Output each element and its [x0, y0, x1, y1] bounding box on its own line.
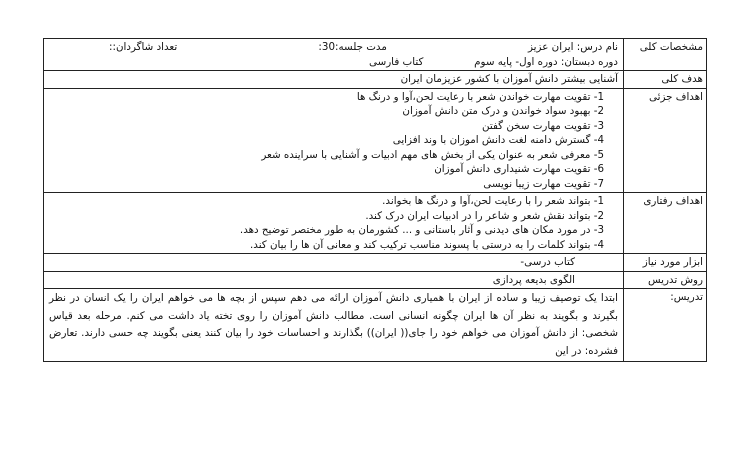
- table-row-tools: [44, 254, 707, 272]
- overview-line-1: [49, 40, 618, 55]
- general-goal-label: هدف کلی: [624, 71, 707, 89]
- partial-goal-item: 1- تقویت مهارت خواندن شعر با رعایت لحن،آوا و درنگ ها: [356, 90, 604, 103]
- behavioral-goals-cell: [44, 193, 624, 254]
- table-row-partial-goals: [44, 88, 707, 193]
- lesson-plan-table: [43, 38, 707, 362]
- tools-label: ابزار مورد نیاز: [624, 254, 707, 272]
- table-row-method: [44, 271, 707, 289]
- tools-text: کتاب درسی-: [520, 256, 575, 268]
- teaching-label: تدریس:: [624, 289, 707, 362]
- partial-goal-item: 5- معرفی شعر به عنوان یکی از بخش های مهم ادبیات و آشنایی با سراینده شعر: [261, 148, 604, 161]
- partial-goal-item: 7- تقویت مهارت زیبا نویسی: [483, 177, 604, 190]
- lesson-name: نام درس: ایران عزیز: [528, 41, 618, 53]
- book-name: کتاب فارسی: [369, 55, 424, 68]
- session-duration: مدت جلسه:30:: [318, 41, 387, 53]
- general-goal-text: آشنایی بیشتر دانش آموزان با کشور عزیزمان ایران: [44, 71, 624, 89]
- method-text: الگوی بدیعه پردازی: [492, 273, 575, 286]
- behavioral-goal-item: 1- بتواند شعر را با رعایت لحن،آوا و درنگ ها بخواند.: [382, 195, 604, 207]
- overview-line-2: [49, 55, 618, 70]
- student-count: تعداد شاگردان::: [109, 41, 178, 53]
- behavioral-goal-item: 2- بتواند نقش شعر و شاعر را در ادبیات ایران درک کند.: [365, 209, 604, 222]
- partial-goal-item: 6- تقویت مهارت شنیداری دانش آموزان: [434, 163, 604, 175]
- teaching-cell: [44, 289, 624, 362]
- table-row-teaching: [44, 289, 707, 362]
- behavioral-goals-label: اهداف رفتاری: [624, 193, 707, 254]
- overview-cell: [44, 39, 624, 71]
- tools-cell: [44, 254, 624, 272]
- table-row-behavioral-goals: [44, 193, 707, 254]
- method-cell: [44, 271, 624, 289]
- behavioral-goal-item: 4- بتواند کلمات را به درستی با پسوند مناسب ترکیب کند و معانی آن ها را بیان کند.: [250, 238, 604, 251]
- table-row-general-goal: [44, 71, 707, 89]
- partial-goal-item: 3- تقویت مهارت سخن گفتن: [482, 119, 604, 132]
- overview-label: مشخصات کلی: [624, 39, 707, 71]
- partial-goal-item: 4- گسترش دامنه لغت دانش اموزان با وند افزایی: [392, 134, 604, 146]
- course-level: دوره دبستان: دوره اول- پایه سوم: [474, 55, 618, 68]
- partial-goals-cell: [44, 88, 624, 193]
- teaching-text: ابتدا یک توصیف زیبا و ساده از ایران با همیاری دانش آموزان ارائه می دهم سپس از بچه ها می خواهم ایران را یک انسان در نظر بگیرند و بگویند به نظر آن ها ایران چگونه انسانی است. مطالب دانش آموزان را روی تخته یاد داشت می کنم. مرحله بعد قیاس شخصی: از دانش آموزان می خواهم خود را جای(( ایران)) بگذارند و احساسات خود را بیان کنند یعنی بگویند چه حسی دارند. تعارض فشرده: در این: [49, 292, 618, 357]
- partial-goals-label: اهداف جزئی: [624, 88, 707, 193]
- partial-goal-item: 2- بهبود سواد خواندن و درک متن دانش آموزان: [402, 105, 604, 117]
- table-row-overview: [44, 39, 707, 71]
- method-label: روش تدریس: [624, 271, 707, 289]
- behavioral-goal-item: 3- در مورد مکان های دیدنی و آثار باستانی و ... کشورمان به طور مختصر توضیح دهد.: [239, 224, 604, 236]
